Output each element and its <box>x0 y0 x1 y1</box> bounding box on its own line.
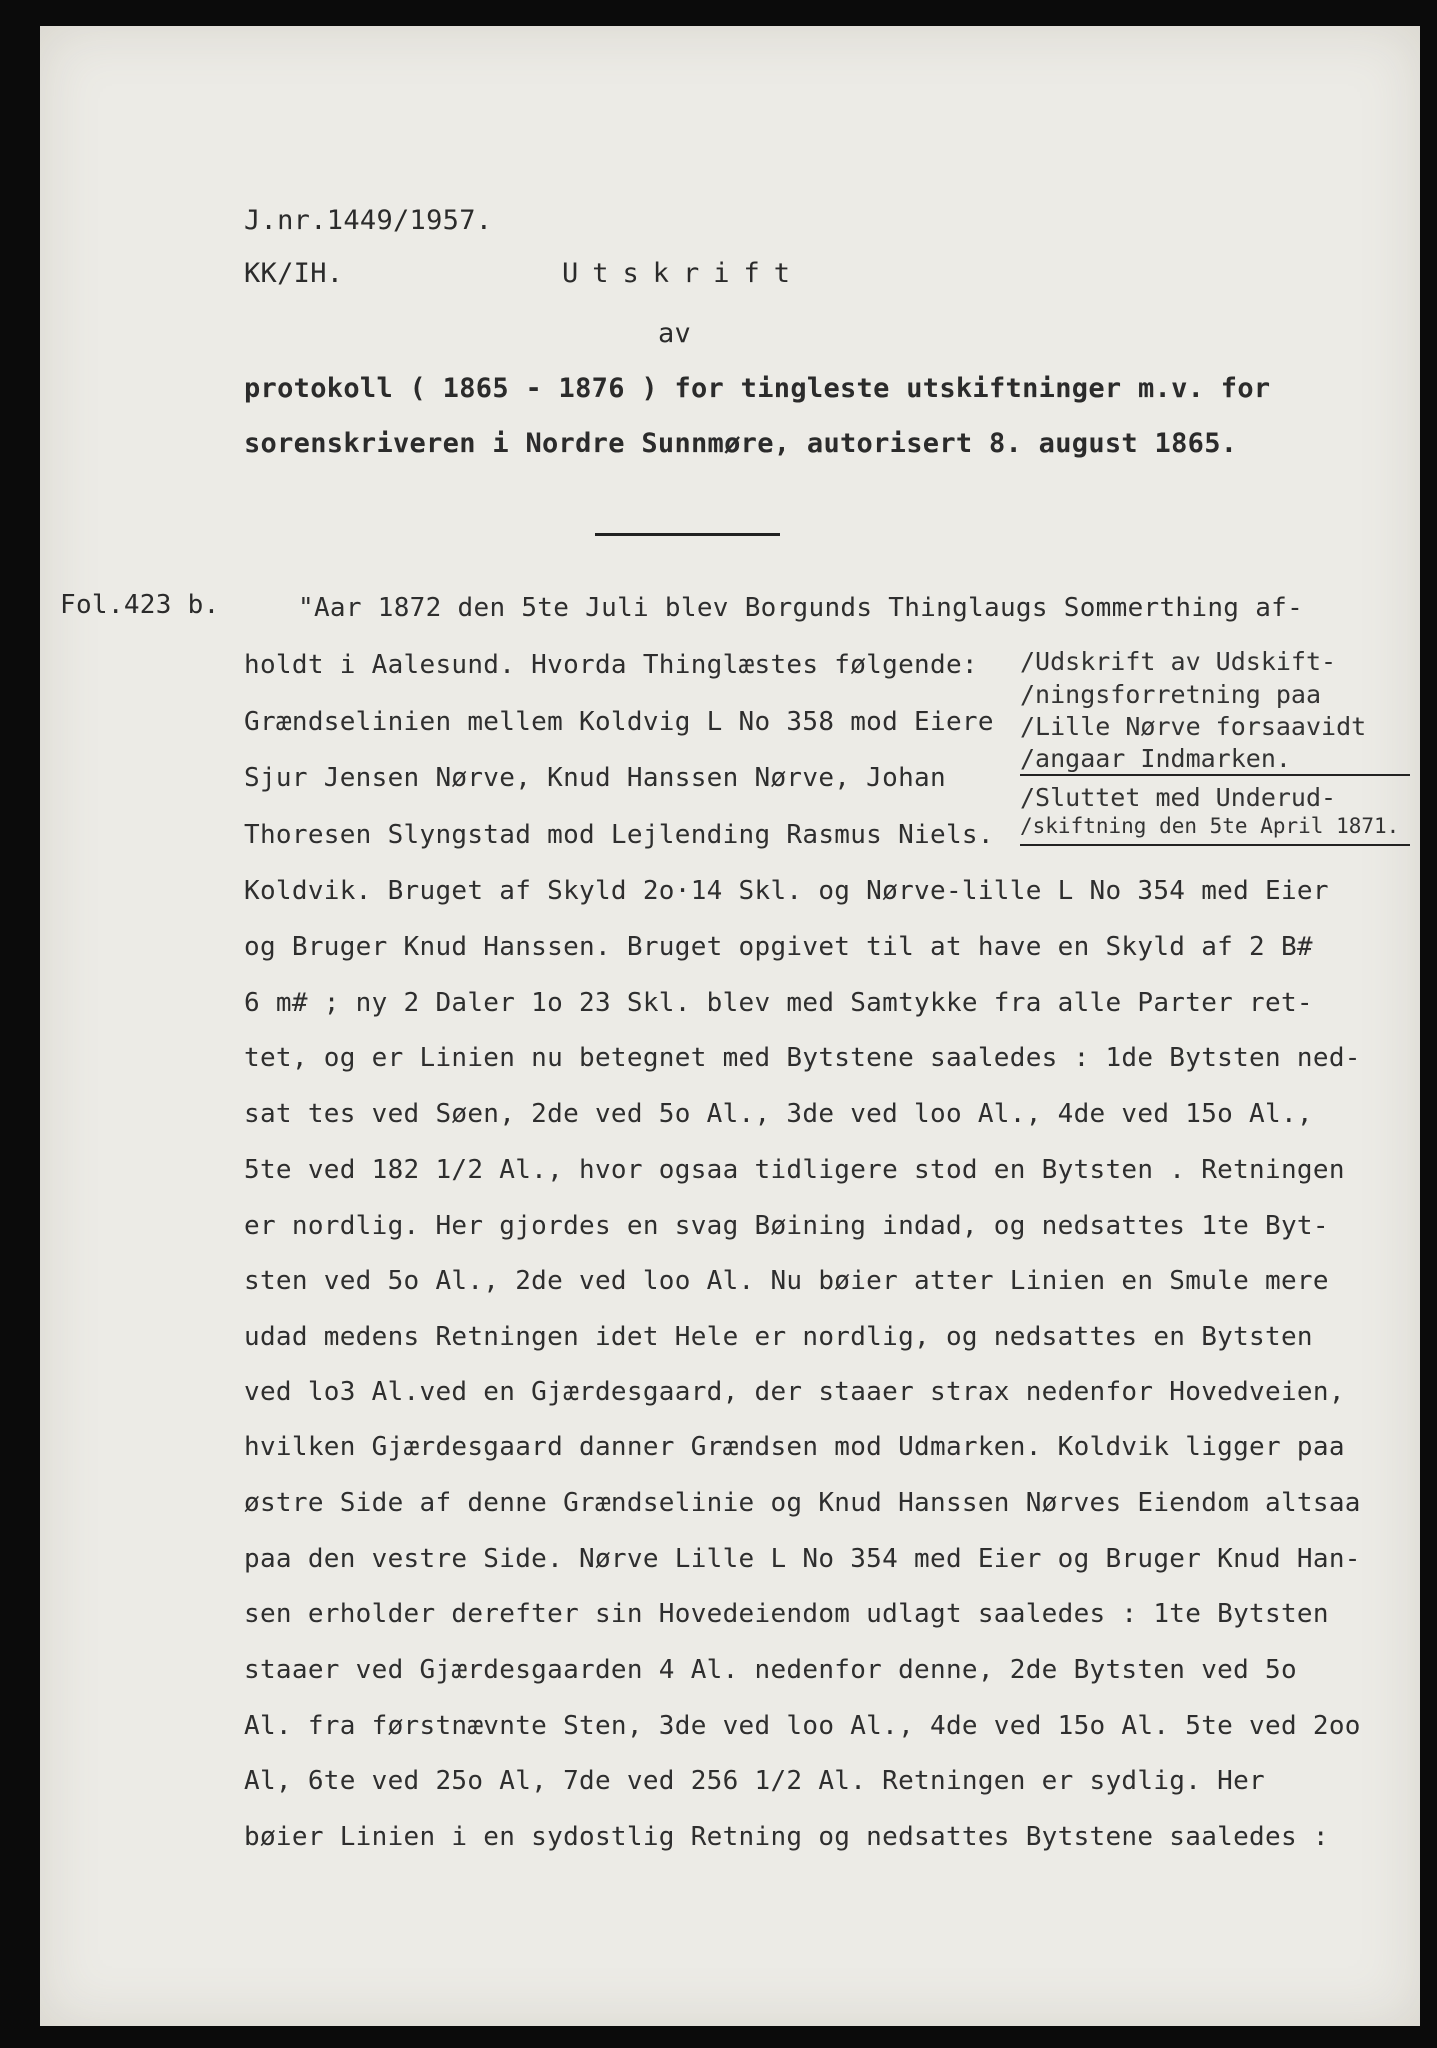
body-line: ved lo3 Al.ved en Gjærdesgaard, der staaer strax nedenfor Hovedveien, <box>244 1377 1345 1407</box>
body-line: er nordlig. Her gjordes en svag Bøining indad, og nedsattes 1te Byt- <box>244 1211 1329 1241</box>
body-line: østre Side af denne Grændselinie og Knud Hanssen Nørves Eiendom altsaa <box>244 1488 1361 1518</box>
body-line: paa den vestre Side. Nørve Lille L No 354 med Eier og Bruger Knud Han- <box>244 1544 1361 1574</box>
margin-note-underline <box>1020 774 1410 776</box>
margin-note: /ningsforretning paa <box>1020 680 1322 709</box>
body-line: Al. fra førstnævnte Sten, 3de ved loo Al., 4de ved 15o Al. 5te ved 2oo <box>244 1711 1361 1741</box>
body-line: sat tes ved Søen, 2de ved 5o Al., 3de ved loo Al., 4de ved 15o Al., <box>244 1099 1313 1129</box>
body-line: Koldvik. Bruget af Skyld 2o·14 Skl. og Nørve-lille L No 354 med Eier <box>244 876 1329 906</box>
margin-note: /skiftning den 5te April 1871. <box>1020 814 1400 838</box>
margin-note-underline <box>1020 844 1410 846</box>
margin-note: /Udskrift av Udskift- <box>1020 647 1337 676</box>
body-line: tet, og er Linien nu betegnet med Bytstene saaledes : 1de Bytsten ned- <box>244 1043 1361 1073</box>
body-line: Al, 6te ved 25o Al, 7de ved 256 1/2 Al. Retningen er sydlig. Her <box>244 1766 1266 1796</box>
margin-note: /Lille Nørve forsaavidt <box>1020 712 1367 741</box>
body-line: holdt i Aalesund. Hvorda Thinglæstes følgende: <box>244 650 978 680</box>
body-line: Sjur Jensen Nørve, Knud Hanssen Nørve, Johan <box>244 763 946 793</box>
body-line: staaer ved Gjærdesgaarden 4 Al. nedenfor denne, 2de Bytsten ved 5o <box>244 1655 1297 1685</box>
body-line: Grændselinien mellem Koldvig L No 358 mod Eiere <box>244 707 994 737</box>
body-line: sen erholder derefter sin Hovedeiendom udlagt saaledes : 1te Bytsten <box>244 1599 1329 1629</box>
body-line: bøier Linien i en sydostlig Retning og nedsattes Bytstene saaledes : <box>244 1822 1329 1852</box>
body-line: sten ved 5o Al., 2de ved loo Al. Nu bøier atter Linien en Smule mere <box>244 1266 1329 1296</box>
margin-note: /angaar Indmarken. <box>1020 744 1291 773</box>
body-line: 5te ved 182 1/2 Al., hvor ogsaa tidligere stod en Bytsten . Retningen <box>244 1155 1345 1185</box>
subtitle-line-2: sorenskriveren i Nordre Sunnmøre, autorisert 8. august 1865. <box>244 428 1238 459</box>
body-line: udad medens Retningen idet Hele er nordlig, og nedsattes en Bytsten <box>244 1322 1313 1352</box>
body-line: og Bruger Knud Hanssen. Bruget opgivet til at have en Skyld af 2 B# <box>244 932 1313 962</box>
margin-note: /Sluttet med Underud- <box>1020 783 1337 812</box>
body-line: Thoresen Slyngstad mod Lejlending Rasmus Niels. <box>244 820 994 850</box>
body-line: hvilken Gjærdesgaard danner Grændsen mod Udmarken. Koldvik ligger paa <box>244 1432 1345 1462</box>
subtitle-line-1: protokoll ( 1865 - 1876 ) for tingleste utskiftninger m.v. for <box>244 373 1271 404</box>
initials: KK/IH. <box>244 258 344 289</box>
body-line: "Aar 1872 den 5te Juli blev Borgunds Thinglaugs Sommerthing af- <box>298 593 1304 623</box>
body-line: 6 m# ; ny 2 Daler 1o 23 Skl. blev med Samtykke fra alle Parter ret- <box>244 988 1313 1018</box>
separator-rule <box>595 533 780 536</box>
folio-reference: Fol.423 b. <box>60 590 220 620</box>
journal-number: J.nr.1449/1957. <box>244 205 493 236</box>
title-av: av <box>658 318 692 349</box>
document-title: Utskrift <box>562 258 805 289</box>
